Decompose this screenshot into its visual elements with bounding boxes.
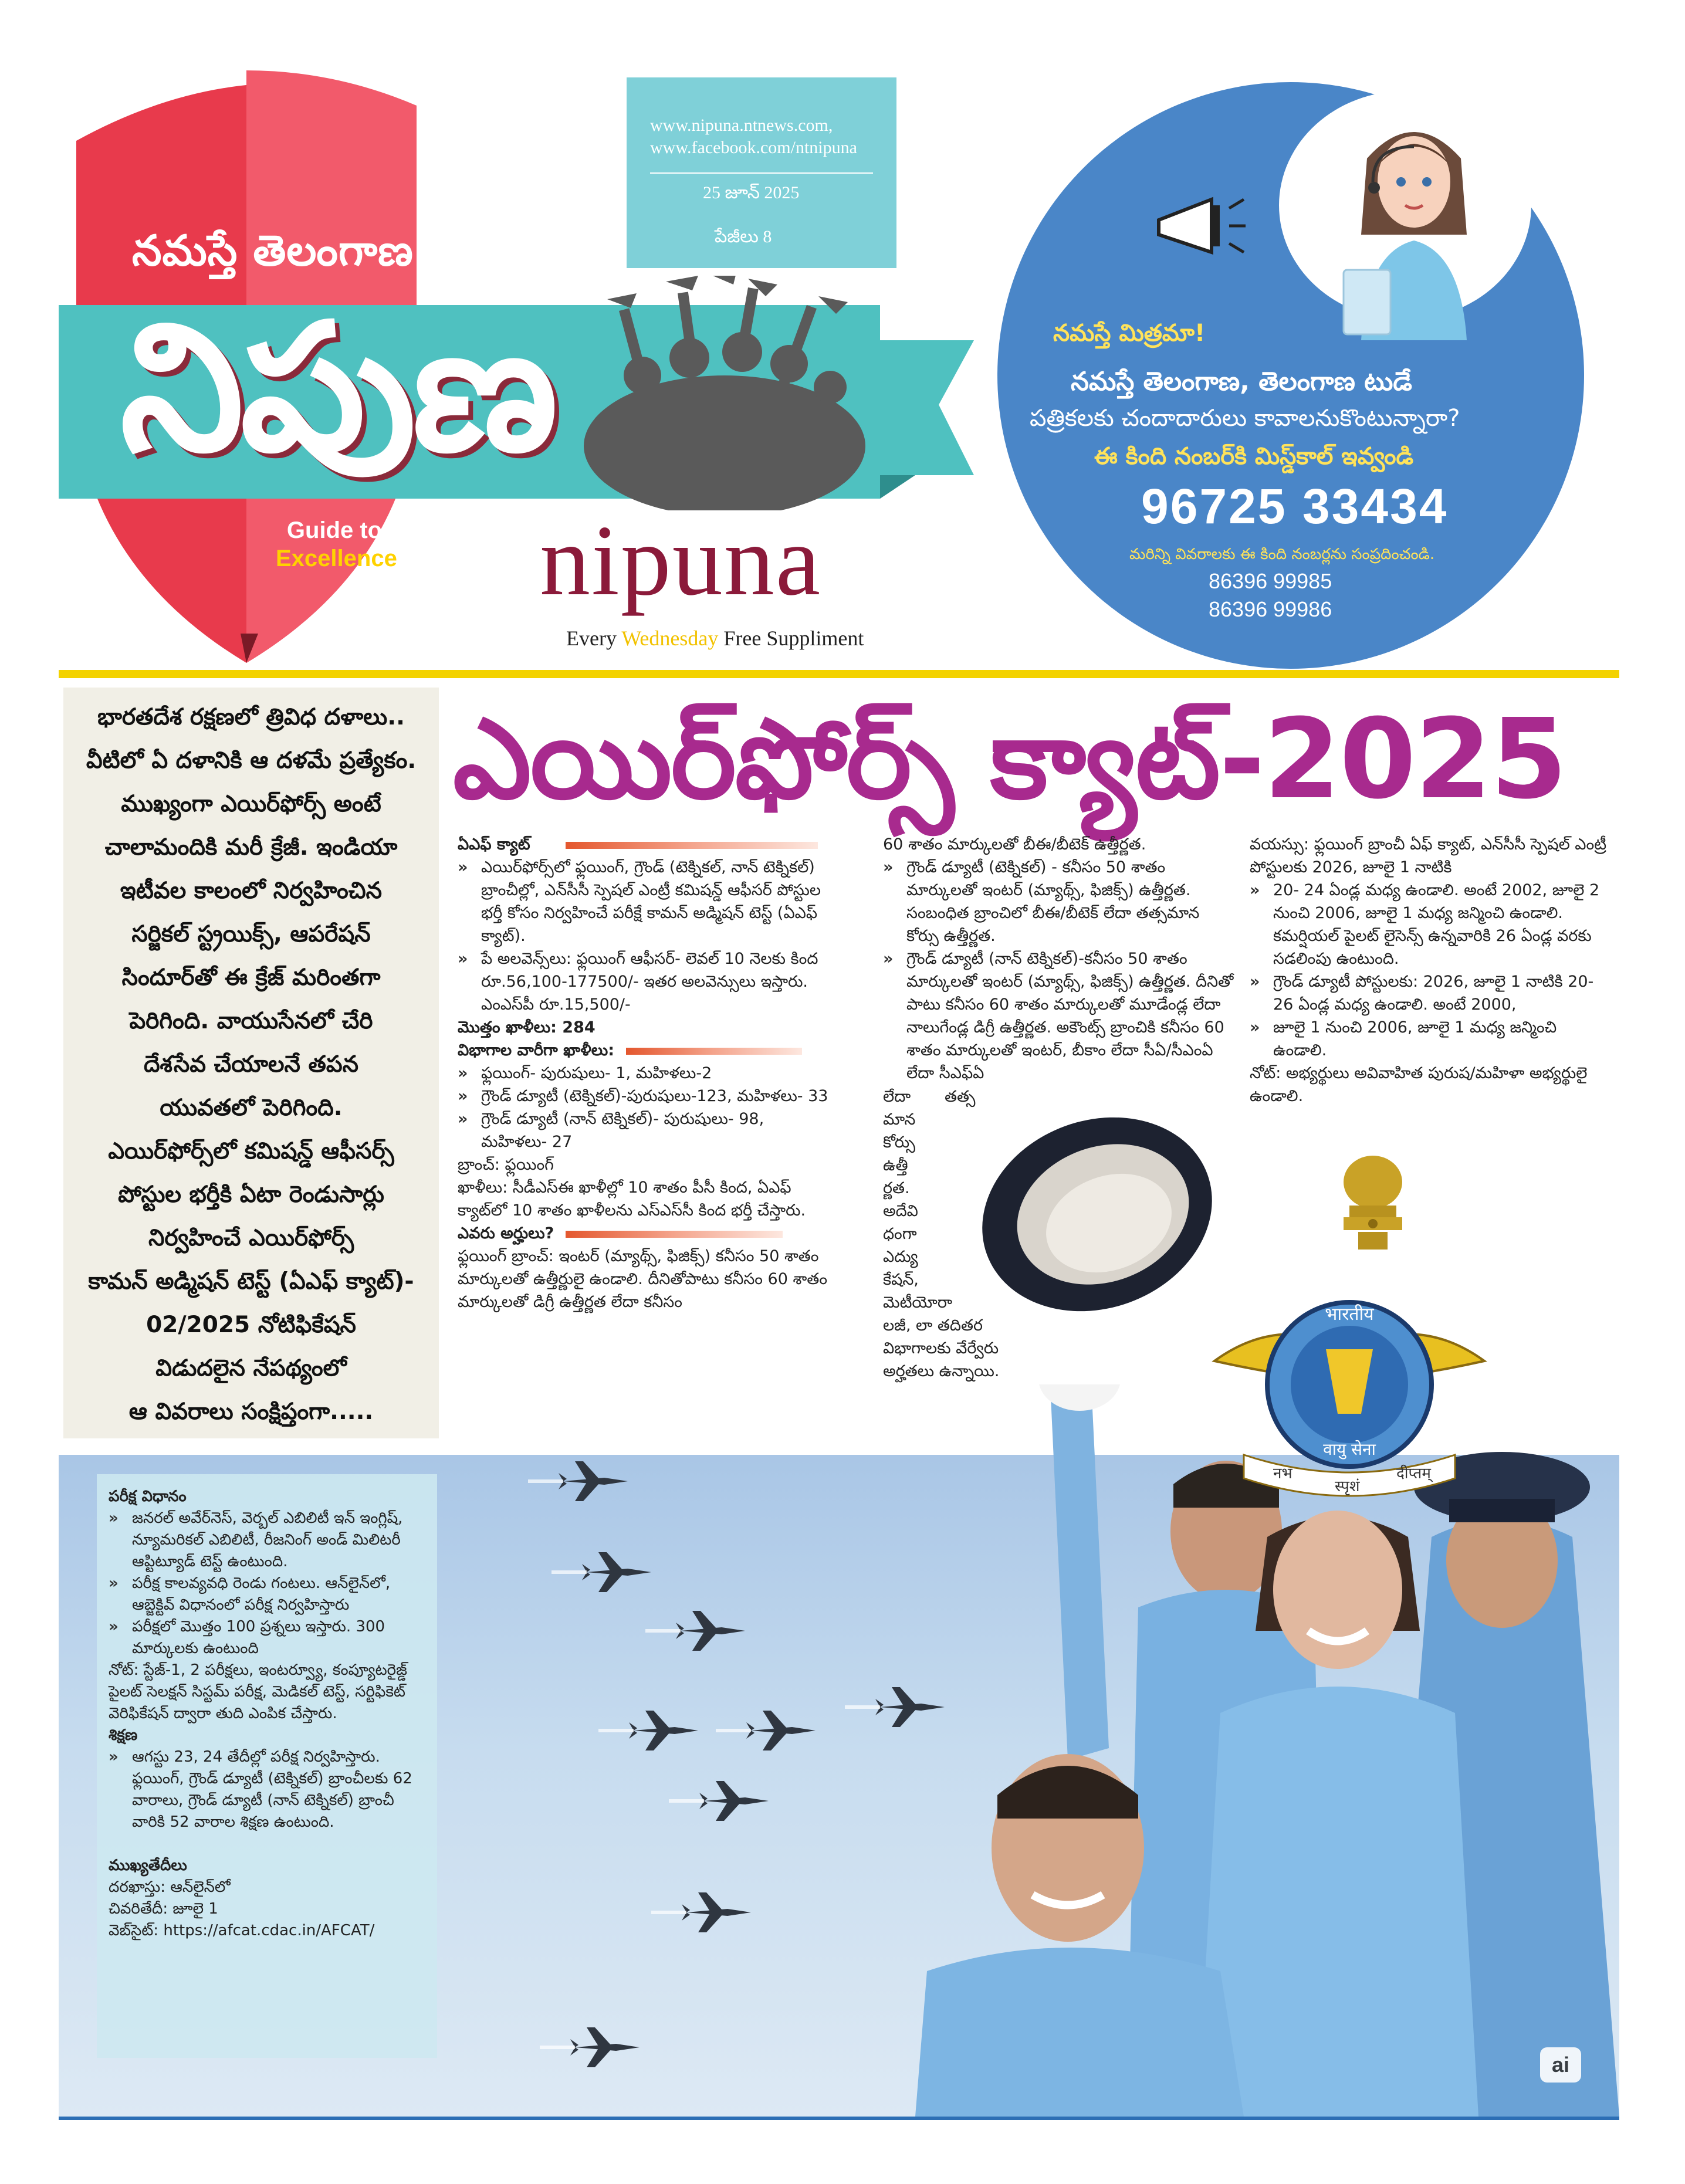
eligibility-ground-tech: » గ్రౌండ్ డ్యూటీ (టెక్నికల్) - కనీసం 50 శాతం మార్కులతో ఇంటర్ (మ్యాథ్స్, ఫిజిక్స్) ఉత్తీర్ణత. సంబంధిత బ్రాంచిలో బీఈ/బీటెక్ లేదా తత్సమాన కోర్సు ఉత్తీర్ణత. bbox=[883, 856, 1235, 947]
intro-box bbox=[63, 688, 439, 1438]
intro-line: పెరిగింది. వాయుసేనలో చేరి bbox=[129, 1008, 373, 1034]
intro-line: వీటిలో ఏ దళానికి ఆ దళమే ప్రత్యేకం. bbox=[86, 747, 417, 774]
narrow-text-line: ర్ణత. bbox=[883, 1179, 910, 1197]
sub-more-info: మరిన్ని వివరాలకు ఈ కింది నంబర్లను సంప్రదించండి. bbox=[1129, 546, 1435, 563]
contact-number-2[interactable]: 86396 99986 bbox=[1209, 597, 1332, 621]
section-dept-vacancies bbox=[458, 1039, 833, 1062]
info-box bbox=[627, 77, 896, 268]
contact-number-1[interactable]: 86396 99985 bbox=[1209, 569, 1332, 593]
exam-subjects: » జనరల్ అవేర్‌నెస్, వెర్బల్ ఎబిలిటీ ఇన్ ఇంగ్లిష్, న్యూమరికల్ ఎబిలిటీ, రీజనింగ్ అండ్ మిలిటరీ ఆప్టిట్యూడ్ టెస్ట్ ఉంటుంది. bbox=[109, 1508, 428, 1573]
age-flying: » 20- 24 ఏండ్ల మధ్య ఉండాలి. అంటే 2002, జూలై 2 నుంచి 2006, జూలై 1 మధ్య జన్మించి ఉండాలి. కమర్షియల్ పైలట్ లైసెన్స్ ఉన్నవారికి 26 ఏండ్ల వరకు సడలింపు ఉంటుంది. bbox=[1250, 879, 1608, 970]
weekly-note bbox=[566, 626, 864, 651]
narrow-text-line: మెటీయోరా bbox=[883, 1294, 953, 1312]
logo-text-top: भारतीय bbox=[1325, 1304, 1374, 1325]
branch-flying: బ్రాంచ్: ఫ్లయింగ్ bbox=[458, 1156, 554, 1174]
section-eligibility-title: ఎవరు అర్హులు? bbox=[458, 1224, 554, 1242]
last-date: చివరితేదీ: జూలై 1 bbox=[109, 1900, 218, 1918]
exam-method-title: పరీక్ష విధానం bbox=[109, 1488, 187, 1505]
info-divider bbox=[650, 172, 873, 174]
intro-line: భారతదేశ రక్షణలో త్రివిధ దళాలు.. bbox=[97, 704, 405, 730]
narrow-text-line: అదేవి bbox=[883, 1202, 918, 1220]
intro-line: పోస్టుల భర్తీకి ఏటా రెండుసార్లు bbox=[118, 1181, 384, 1208]
vacancy-flying: » ఫ్లయింగ్- పురుషులు- 1, మహిళలు-2 bbox=[458, 1062, 833, 1085]
sub-greeting: నమస్తే మిత్రమా! bbox=[1053, 320, 1206, 347]
issue-date: 25 జూన్ 2025 bbox=[703, 183, 800, 202]
age-ground-dates: » జూలై 1 నుంచి 2006, జూలై 1 మధ్య జన్మించి ఉండాలి. bbox=[1250, 1016, 1608, 1062]
website[interactable]: వెబ్‌సైట్: https://afcat.cdac.in/AFCAT/ bbox=[109, 1922, 375, 1939]
vacancy-note: ఖాళీలు: సీడీఎస్‌ఈ ఖాళీల్లో 10 శాతం పీసీ కింద, ఏఎఫ్ క్యాట్‌లో 10 శాతం ఖాళీలను ఎస్ఎస్‌సీ కింద భర్తీ చేస్తారు. bbox=[458, 1179, 806, 1220]
section-afcat-title: ఏఎఫ్ క్యాట్ bbox=[458, 835, 530, 854]
intro-line: 02/2025 నోటిఫికేషన్ bbox=[146, 1312, 356, 1338]
weekly-day: Wednesday bbox=[621, 627, 719, 650]
masthead-divider bbox=[59, 670, 1619, 678]
tagline bbox=[276, 516, 397, 573]
selection-note: నోట్: స్టేజ్-1, 2 పరీక్షలు, ఇంటర్వ్యూ, కంప్యూటరైజ్డ్ పైలట్ సెలక్షన్ సిస్టమ్ పరీక్ష, మెడికల్ టెస్ట్, సర్టిఫికెట్ వెరిఫికేషన్ ద్వారా తుది ఎంపిక చేస్తారు. bbox=[109, 1661, 408, 1722]
narrow-text-line: ధంగా bbox=[883, 1225, 917, 1243]
graduates-silhouette bbox=[572, 276, 877, 510]
narrow-text-top: తత్స bbox=[945, 1088, 976, 1106]
intro-line: ఆ వివరాలు సంక్షిప్తంగా..... bbox=[128, 1399, 374, 1425]
weekly-post: Free Suppliment bbox=[718, 627, 864, 650]
vacancy-ground-tech: » గ్రౌండ్ డ్యూటీ (టెక్నికల్)-పురుషులు-123, మహిళలు- 33 bbox=[458, 1085, 833, 1108]
section-afcat bbox=[458, 833, 833, 856]
facebook-link[interactable]: www.facebook.com/ntnipuna bbox=[650, 138, 857, 157]
weekly-pre: Every bbox=[566, 627, 622, 650]
intro-line: విడుదలైన నేపథ్యంలో bbox=[155, 1355, 347, 1381]
intro-line: సిందూర్‌తో ఈ క్రేజ్ మరింతగా bbox=[121, 964, 381, 991]
intro-line: ముఖ్యంగా ఎయిర్‌ఫోర్స్ అంటే bbox=[121, 791, 381, 817]
age-ground: » గ్రౌండ్ డ్యూటీ పోస్టులకు: 2026, జూలై 1 నాటికి 20- 26 ఏండ్ల మధ్య ఉండాలి. అంటే 2000, bbox=[1250, 970, 1608, 1016]
tagline-line-2: Excellence bbox=[276, 546, 397, 571]
narrow-text-line: కేషన్, bbox=[883, 1271, 919, 1289]
eligibility-tail-2: విభాగాలకు వేర్వేరు bbox=[883, 1339, 999, 1357]
section-bar bbox=[566, 1231, 783, 1238]
pay-allowance: » పే అలవెన్స్‌లు: ఫ్లయింగ్ ఆఫీసర్- లెవల్ 10 నెలకు కింద రూ.56,100-177500/- ఇతర అలవెన్సులు ఇస్తారు. ఎంఎస్‌పీ రూ.15,500/- bbox=[458, 947, 833, 1016]
narrow-text-line: మాన bbox=[883, 1110, 916, 1129]
afcat-desc: » ఎయిర్‌ఫోర్స్‌లో ఫ్లయింగ్, గ్రౌండ్ (టెక్నికల్, నాన్ టెక్నికల్) బ్రాంచీల్లో, ఎన్‌సీసీ స్పెషల్ ఎంట్రీ కమిషన్డ్ ఆఫీసర్ పోస్టుల భర్తీ కోసం నిర్వహించే పరీక్షే కామన్ అడ్మిషన్ టెస్ట్ (ఏఎఫ్ క్యాట్). bbox=[458, 856, 833, 947]
article-column-1 bbox=[458, 833, 833, 1313]
narrow-text-line: లేదా bbox=[883, 1088, 911, 1106]
missed-call-number[interactable]: 96725 33434 bbox=[1141, 479, 1449, 534]
apply-mode: దరఖాస్తు: ఆన్‌లైన్‌లో bbox=[109, 1878, 231, 1896]
article-column-3 bbox=[1250, 833, 1608, 1108]
narrow-text-line: కోర్సు bbox=[883, 1133, 915, 1152]
intro-line: కామన్ అడ్మిషన్ టెస్ట్ (ఏఎఫ్ క్యాట్)- bbox=[88, 1268, 414, 1295]
logo-band-text: वायु सेना bbox=[1323, 1440, 1376, 1459]
exam-info-box bbox=[97, 1474, 437, 2058]
narrow-text-line: ఉత్తీ bbox=[883, 1156, 908, 1174]
eligibility-tail-1: లజీ, లా తదితర bbox=[883, 1316, 983, 1335]
section-bar bbox=[566, 842, 818, 849]
eligibility-ground-nontech: » గ్రౌండ్ డ్యూటీ (నాన్ టెక్నికల్)-కనీసం 50 శాతం మార్కులతో ఇంటర్ (మ్యాథ్స్, ఫిజిక్స్) ఉత్తీర్ణత. దీనితో పాటు కనీసం 60 శాతం మార్కులతో మూడేండ్ల లేదా నాలుగేండ్ల డిగ్రీ ఉత్తీర్ణత. అకౌంట్స్ బ్రాంచికి కనీసం 60 శాతం మార్కులతో ఇంటర్, బీకాం లేదా సీఏ/సీఎంఏ లేదా సీఎఫ్ఏ bbox=[883, 947, 1235, 1085]
article-column-2 bbox=[883, 833, 1235, 1085]
eligibility-flying: ఫ్లయింగ్ బ్రాంచ్: ఇంటర్ (మ్యాథ్స్, ఫిజిక్స్) కనీసం 50 శాతం మార్కులతో ఉత్తీర్ణులై ఉండాలి. దీనితోపాటు కనీసం 60 శాతం మార్కులతో డిగ్రీ ఉత్తీర్ణత లేదా కనీసం bbox=[458, 1247, 828, 1311]
intro-line: ఎయిర్‌ఫోర్స్‌లో కమిషన్డ్ ఆఫీసర్స్ bbox=[108, 1138, 394, 1164]
exam-duration: » పరీక్ష కాలవ్యవధి రెండు గంటలు. ఆన్‌లైన్‌లో, ఆబ్జెక్టివ్ విధానంలో పరీక్ష నిర్వహిస్తారు bbox=[109, 1573, 428, 1616]
page-bottom-rule bbox=[59, 2117, 1619, 2120]
intro-line: సర్జికల్ స్ట్రయిక్స్, ఆపరేషన్ bbox=[131, 921, 371, 947]
eligibility-tail-3: అర్హతలు ఉన్నాయి. bbox=[883, 1362, 1000, 1380]
training-details: » ఆగస్టు 23, 24 తేదీల్లో పరీక్ష నిర్వహిస్తారు. ఫ్లయింగ్, గ్రౌండ్ డ్యూటీ (టెక్నికల్) బ్రాంచీలకు 62 వారాలు, గ్రౌండ్ డ్యూటీ (నాన్ టెక్నికల్) బ్రాంచీ వారికి 52 వారాల శిక్షణ ఉంటుంది. bbox=[109, 1746, 428, 1833]
page-count: పేజీలు 8 bbox=[715, 227, 772, 246]
ai-badge: ai bbox=[1540, 2047, 1581, 2083]
section-dept-title: విభాగాల వారీగా ఖాళీలు: bbox=[458, 1041, 615, 1059]
section-eligibility bbox=[458, 1222, 833, 1245]
logo-motto-mid: स्पृशं bbox=[1335, 1478, 1360, 1495]
important-dates-title: ముఖ్యతేదీలు bbox=[109, 1857, 187, 1874]
national-emblem bbox=[1332, 1150, 1414, 1261]
megaphone-icon bbox=[1147, 191, 1247, 261]
intro-line: చాలామందికి మరీ క్రేజీ. ఇండియా bbox=[104, 834, 398, 861]
section-bar bbox=[626, 1048, 802, 1055]
age-note: నోట్: అభ్యర్థులు అవివాహిత పురుష/మహిళా అభ్యర్థులై ఉండాలి. bbox=[1250, 1064, 1588, 1105]
logo-motto-left: नभ bbox=[1273, 1465, 1292, 1482]
iaf-logo bbox=[1209, 1261, 1490, 1508]
intro-line: యువతలో పెరిగింది. bbox=[160, 1095, 343, 1121]
brand-name-small: నమస్తే తెలంగాణ bbox=[132, 226, 414, 275]
nipuna-wordmark: nipuna bbox=[540, 505, 822, 617]
sub-line-2: పత్రికలకు చందాదారులు కావాలనుకొంటున్నారా? bbox=[1030, 405, 1460, 432]
eligibility-flying-cont: 60 శాతం మార్కులతో బీఈ/బీటెక్ ఉత్తీర్ణత. bbox=[883, 835, 1146, 854]
narrow-text-line: ఎద్యు bbox=[883, 1248, 918, 1266]
exam-questions: » పరీక్షలో మొత్తం 100 ప్రశ్నలు ఇస్తారు. 300 మార్కులకు ఉంటుంది bbox=[109, 1616, 428, 1660]
vacancy-ground-nontech: » గ్రౌండ్ డ్యూటీ (నాన్ టెక్నికల్)- పురుషులు- 98, మహిళలు- 27 bbox=[458, 1108, 833, 1153]
brand-name-large: నిపుణ bbox=[120, 283, 554, 490]
tagline-line-1: Guide to bbox=[286, 517, 383, 543]
sub-line-1: నమస్తే తెలంగాణ, తెలంగాణ టుడే bbox=[1071, 367, 1412, 397]
call-agent-illustration bbox=[1291, 94, 1537, 340]
officer-cap bbox=[956, 1097, 1238, 1343]
narrow-text-column bbox=[883, 1085, 953, 1314]
intro-line: నిర్వహించే ఎయిర్‌ఫోర్స్ bbox=[148, 1225, 354, 1251]
training-title: శిక్షణ bbox=[109, 1726, 138, 1744]
intro-line: ఇటీవల కాలంలో నిర్వహించిన bbox=[120, 878, 383, 904]
logo-motto-right: दीप्तम् bbox=[1396, 1465, 1431, 1482]
age-limit: వయస్సు: ఫ్లయింగ్ బ్రాంచీ ఏఫ్ క్యాట్, ఎన్‌సీసీ స్పెషల్ ఎంట్రీ పోస్టులకు 2026, జూలై 1 నాటికి bbox=[1250, 835, 1607, 876]
article-headline: ఎయిర్‌ఫోర్స్ క్యాట్-2025 bbox=[453, 695, 1566, 824]
intro-line: దేశసేవ చేయాలనే తపన bbox=[144, 1051, 358, 1078]
website-link[interactable]: www.nipuna.ntnews.com, bbox=[650, 116, 833, 135]
exam-info-text bbox=[109, 1486, 428, 1942]
sub-line-3: ఈ కింది నంబర్‌కి మిస్డ్‌కాల్ ఇవ్వండి bbox=[1094, 443, 1414, 470]
total-vacancies: మొత్తం ఖాళీలు: 284 bbox=[458, 1018, 595, 1037]
